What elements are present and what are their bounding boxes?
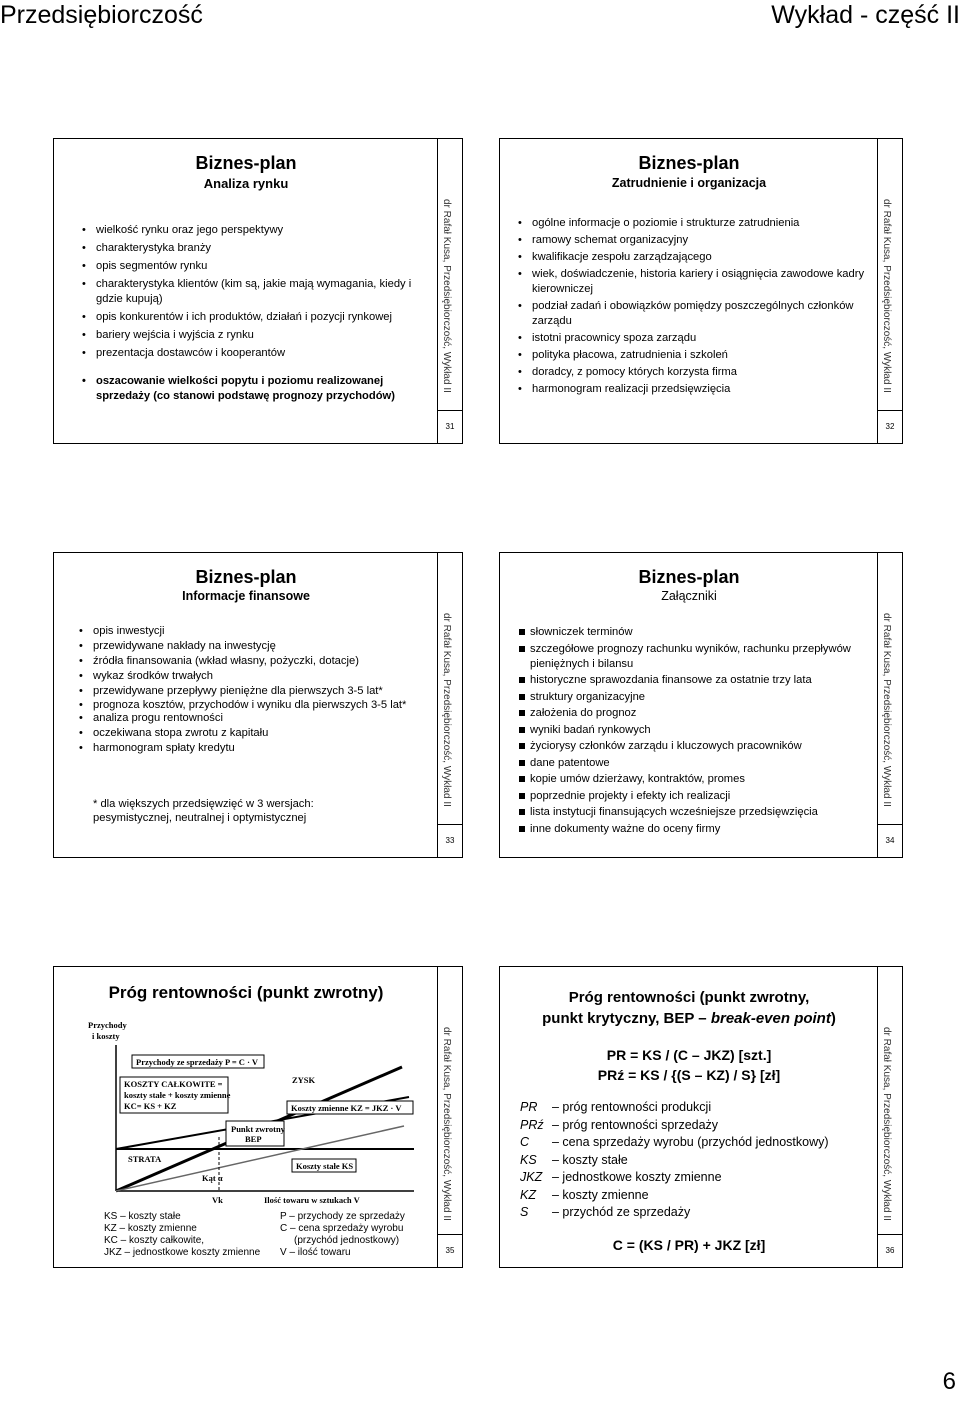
author-label: dr Rafał Kusa, Przedsiębiorczość, Wykład II xyxy=(881,199,892,393)
fixed-cost-label: Koszty stałe KS xyxy=(296,1161,354,1171)
legend-left xyxy=(104,1211,284,1259)
formula-c: C = (KS / PR) + JKZ [zł] xyxy=(612,1237,766,1253)
list-item: • podział zadań i obowiązków pomiędzy poszczególnych członków zarządu xyxy=(518,299,868,329)
list-item: • polityka płacowa, zatrudnienia i szkoleń xyxy=(518,348,868,363)
list-item: • ogólne informacje o poziomie i strukturze zatrudnienia xyxy=(518,216,868,231)
list-item: • harmonogram spłaty kredytu xyxy=(79,741,424,756)
total-cost-label: KOSZTY CAŁKOWITE = xyxy=(124,1079,223,1089)
definition-text: – koszty zmienne xyxy=(552,1187,649,1202)
variable-cost-label: Koszty zmienne KZ = JKZ · V xyxy=(291,1103,402,1113)
definition-term: PRź xyxy=(520,1117,544,1132)
definition-row xyxy=(520,1117,880,1135)
list-item: • analiza progu rentowności xyxy=(79,711,424,726)
list-item: • opis segmentów rynku xyxy=(82,259,432,274)
break-even-diagram xyxy=(84,1019,429,1209)
list-item: • kwalifikacje zespołu zarządzającego xyxy=(518,250,868,265)
list-item: poprzednie projekty i efekty ich realizacji xyxy=(516,789,871,804)
legend-entry: (przychód jednostkowy) xyxy=(294,1235,400,1246)
slide-number: 34 xyxy=(878,824,902,857)
list-item: • przewidywane nakłady na inwestycję xyxy=(79,639,424,654)
definition-row xyxy=(520,1134,880,1152)
list-item: słowniczek terminów xyxy=(516,625,871,640)
list-item: • przewidywane przepływy pieniężne dla pierwszych 3-5 lat* xyxy=(79,684,424,699)
definition-term: PR xyxy=(520,1100,538,1114)
slide-number: 32 xyxy=(878,410,902,443)
author-label: dr Rafał Kusa, Przedsiębiorczość, Wykład II xyxy=(441,613,452,807)
legend-entry: KS – koszty stałe xyxy=(104,1211,181,1222)
bullet-list xyxy=(79,624,424,756)
angle-label: Kąt α xyxy=(202,1173,223,1183)
list-item: • harmonogram realizacji przedsięwzięcia xyxy=(518,382,868,397)
list-item: inne dokumenty ważne do oceny firmy xyxy=(516,822,871,837)
list-item: szczegółowe prognozy rachunku wyników, rachunku przepływów pieniężnych i bilansu xyxy=(516,642,871,672)
definition-text: – koszty stałe xyxy=(552,1152,628,1167)
list-item: • ramowy schemat organizacyjny xyxy=(518,233,868,248)
list-item: • bariery wejścia i wyjścia z rynku xyxy=(82,328,432,343)
list-item: • opis konkurentów i ich produktów, działań i pozycji rynkowej xyxy=(82,310,432,325)
bullet-list xyxy=(518,216,868,397)
slide-sidebar xyxy=(437,967,462,1267)
list-item: • oczekiwana stopa zwrotu z kapitału xyxy=(79,726,424,741)
slide-title xyxy=(500,987,878,1029)
slide-sidebar xyxy=(877,553,902,857)
slide-subtitle: Analiza rynku xyxy=(203,176,289,191)
author-label: dr Rafał Kusa, Przedsiębiorczość, Wykład II xyxy=(441,1027,452,1221)
list-item: lista instytucji finansujących wcześniejsze przedsięwzięcia xyxy=(516,805,871,820)
page-header-left: Przedsiębiorczość xyxy=(0,1,203,29)
author-label: dr Rafał Kusa, Przedsiębiorczość, Wykład II xyxy=(881,613,892,807)
author-label: dr Rafał Kusa, Przedsiębiorczość, Wykład II xyxy=(881,1027,892,1221)
legend-right xyxy=(280,1211,440,1259)
list-item: założenia do prognoz xyxy=(516,706,871,721)
slide-33 xyxy=(53,552,463,858)
slide-34 xyxy=(499,552,903,858)
definition-text: – próg rentowności produkcji xyxy=(552,1100,712,1114)
footnote-line: * dla większych przedsięwzięć w 3 wersjach: xyxy=(93,798,314,810)
slide-number: 33 xyxy=(438,824,462,857)
footnote xyxy=(93,797,423,825)
slide-subtitle: Informacje finansowe xyxy=(182,589,310,603)
slide-title-line: Próg rentowności (punkt zwrotny, xyxy=(568,989,810,1006)
legend-entry: KC – koszty całkowite, xyxy=(104,1235,205,1246)
bep-label: Punkt zwrotny xyxy=(231,1124,285,1134)
list-item: struktury organizacyjne xyxy=(516,690,871,705)
definitions-list xyxy=(520,1099,880,1222)
page-number: 6 xyxy=(942,1368,956,1395)
slide-36 xyxy=(499,966,903,1268)
list-item: historyczne sprawozdania finansowe za ostatnie trzy lata xyxy=(516,673,871,688)
legend-entry: KZ – koszty zmienne xyxy=(104,1223,197,1234)
total-cost-label: KC= KS + KZ xyxy=(124,1101,177,1111)
slide-number: 31 xyxy=(438,410,462,443)
list-item: • charakterystyka klientów (kim są, jakie mają wymagania, kiedy i gdzie kupują) xyxy=(82,277,432,307)
slide-32 xyxy=(499,138,903,444)
definition-term: JKZ xyxy=(520,1170,543,1184)
slide-title: Biznes-plan xyxy=(195,567,297,587)
definition-term: C xyxy=(520,1135,530,1149)
legend-entry: C – cena sprzedaży wyrobu xyxy=(280,1223,404,1234)
slide-subtitle: Załączniki xyxy=(661,589,717,603)
definition-row xyxy=(520,1169,880,1187)
list-item: • źródła finansowania (wkład własny, pożyczki, dotacje) xyxy=(79,654,424,669)
list-item: • wielkość rynku oraz jego perspektywy xyxy=(82,223,432,238)
definition-row xyxy=(520,1204,880,1222)
list-item: dane patentowe xyxy=(516,756,871,771)
slide-title-part: ) xyxy=(830,1010,836,1027)
legend-entry: V – ilość towaru xyxy=(280,1247,351,1258)
slide-title: Biznes-plan xyxy=(638,567,740,587)
bullet-list xyxy=(516,625,871,837)
revenue-label: Przychody ze sprzedaży P = C · V xyxy=(136,1057,259,1067)
slide-title: Biznes-plan xyxy=(195,153,297,173)
list-item: życiorysy członków zarządu i kluczowych pracowników xyxy=(516,739,871,754)
slide-31 xyxy=(53,138,463,444)
profit-label: ZYSK xyxy=(292,1075,316,1085)
slide-sidebar xyxy=(877,139,902,443)
definition-term: KS xyxy=(520,1152,537,1167)
legend-entry: JKZ – jednostkowe koszty zmienne xyxy=(104,1247,261,1258)
page-header-right: Wykład - część II xyxy=(771,1,960,29)
definition-text: – próg rentowności sprzedaży xyxy=(552,1117,719,1132)
definition-row xyxy=(520,1187,880,1205)
list-item: • opis inwestycji xyxy=(79,624,424,639)
list-item: wyniki badań rynkowych xyxy=(516,723,871,738)
slide-number: 36 xyxy=(878,1234,902,1267)
definition-text: – przychód ze sprzedaży xyxy=(552,1205,691,1219)
slide-sidebar xyxy=(877,967,902,1267)
slide-subtitle: Zatrudnienie i organizacja xyxy=(611,176,767,190)
slide-title-part: punkt krytyczny, BEP – xyxy=(542,1010,711,1027)
list-item-bold: • oszacowanie wielkości popytu i poziomu realizowanej sprzedaży (co stanowi podstawę prognozy przychodów) xyxy=(82,374,432,404)
legend-entry: P – przychody ze sprzedaży xyxy=(280,1211,405,1222)
list-item: • istotni pracownicy spoza zarządu xyxy=(518,331,868,346)
list-item: • doradcy, z pomocy których korzysta firma xyxy=(518,365,868,380)
slide-title: Biznes-plan xyxy=(638,153,740,173)
list-item: kopie umów dzierżawy, kontraktów, promes xyxy=(516,772,871,787)
total-cost-label: koszty stałe + koszty zmienne xyxy=(124,1090,231,1100)
definition-row xyxy=(520,1099,880,1117)
bullet-list xyxy=(82,223,432,404)
slide-title: Próg rentowności (punkt zwrotny) xyxy=(108,983,384,1002)
list-item: • prognoza kosztów, przychodów i wyniku dla pierwszych 3-5 lat* xyxy=(79,699,424,711)
formula-prz: PRź = KS / {(S – KZ) / S} [zł] xyxy=(597,1067,781,1083)
list-item: • prezentacja dostawców i kooperantów xyxy=(82,346,432,361)
y-axis-label: i koszty xyxy=(92,1031,120,1041)
definition-term: KZ xyxy=(520,1187,536,1202)
slide-title-line xyxy=(500,1008,878,1029)
bep-label: BEP xyxy=(245,1134,262,1144)
author-label: dr Rafał Kusa, Przedsiębiorczość, Wykład II xyxy=(441,199,452,393)
y-axis-label: Przychody xyxy=(88,1020,127,1030)
footnote-line: pesymistycznej, neutralnej i optymistycznej xyxy=(93,812,307,824)
list-item: • wykaz środków trwałych xyxy=(79,669,424,684)
loss-label: STRATA xyxy=(128,1154,162,1164)
slide-sidebar xyxy=(437,139,462,443)
definition-text: – cena sprzedaży wyrobu (przychód jednostkowy) xyxy=(552,1135,829,1149)
definition-term: S xyxy=(520,1205,529,1219)
slide-number: 35 xyxy=(438,1234,462,1267)
list-item: • charakterystyka branży xyxy=(82,241,432,256)
definition-row xyxy=(520,1152,880,1170)
list-item: • wiek, doświadczenie, historia kariery i osiągnięcia zawodowe kadry kierowniczej xyxy=(518,267,868,297)
slide-35 xyxy=(53,966,463,1268)
formula-pr: PR = KS / (C – JKZ) [szt.] xyxy=(606,1047,772,1063)
definition-text: – jednostkowe koszty zmienne xyxy=(552,1170,722,1184)
slide-title-emphasis: break-even point xyxy=(710,1010,831,1027)
x-axis-label: Ilość towaru w sztukach V xyxy=(264,1195,360,1205)
vk-label: Vk xyxy=(212,1195,223,1205)
slide-sidebar xyxy=(437,553,462,857)
